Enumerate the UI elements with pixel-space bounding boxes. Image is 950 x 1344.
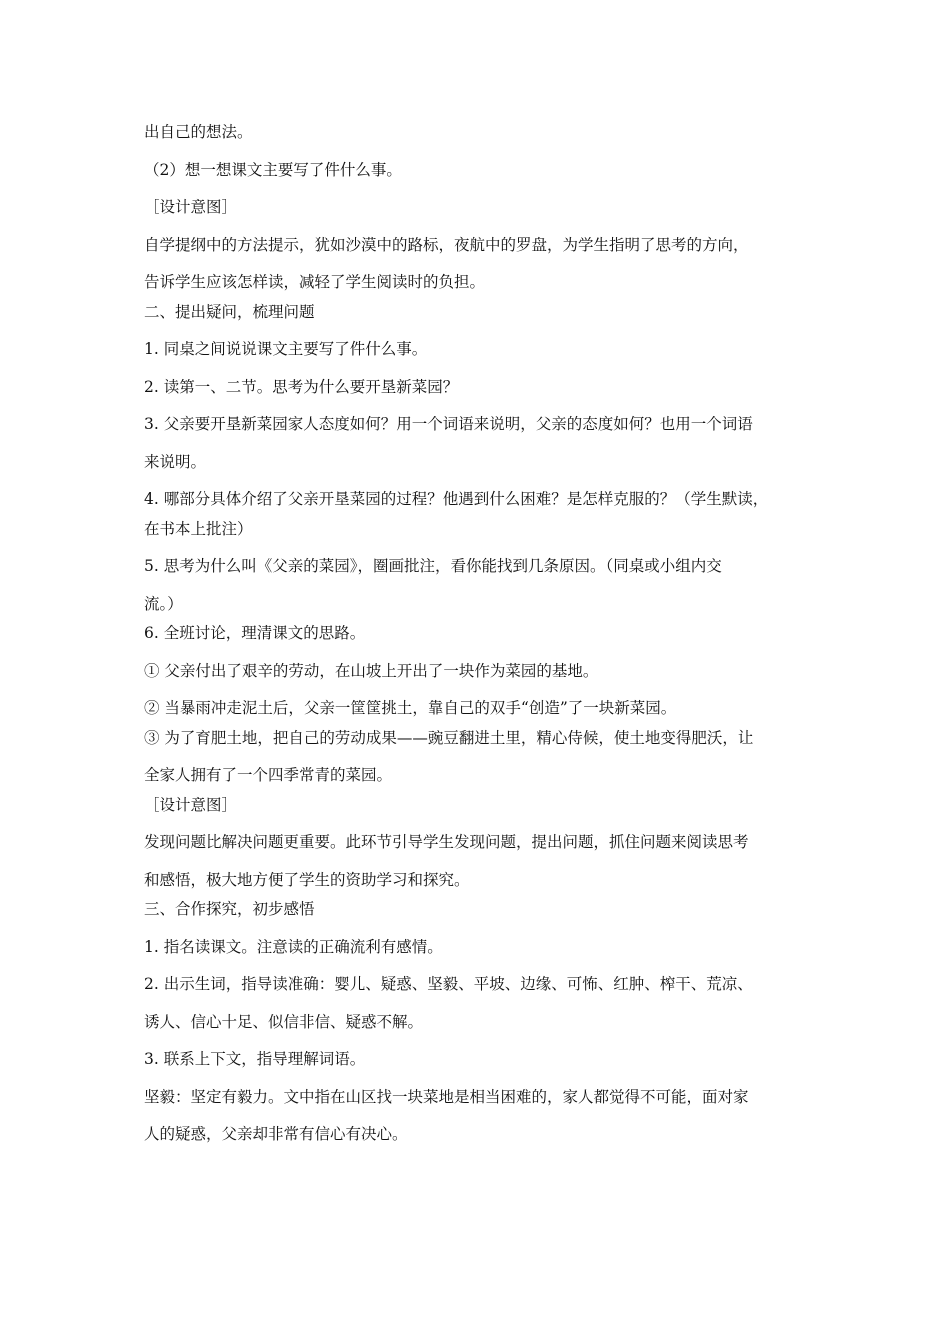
text-line: 全家人拥有了一个四季常青的菜园。 xyxy=(144,766,393,784)
text-line: 3. 联系上下文，指导理解词语。 xyxy=(144,1050,366,1068)
text-line: 三、合作探究，初步感悟 xyxy=(144,900,315,918)
text-line: 4. 哪部分具体介绍了父亲开垦菜园的过程？他遇到什么困难？是怎样克服的？（学生默读， xyxy=(144,490,769,508)
text-line: 流。） xyxy=(144,594,183,613)
text-line: 1. 指名读课文。注意读的正确流利有感情。 xyxy=(144,937,443,956)
text-line: ② 当暴雨冲走泥土后，父亲一筐筐挑土，靠自己的双手“创造”了一块新菜园。 xyxy=(144,699,677,717)
text-line: 3. 父亲要开垦新菜园家人态度如何？用一个词语来说明，父亲的态度如何？也用一个词语 xyxy=(144,415,753,433)
text-line: 6. 全班讨论，理清课文的思路。 xyxy=(144,624,366,642)
text-line: 人的疑惑，父亲却非常有信心有决心。 xyxy=(144,1125,408,1143)
text-line: 在书本上批注） xyxy=(144,519,253,538)
text-line: 自学提纲中的方法提示，犹如沙漠中的路标，夜航中的罗盘，为学生指明了思考的方向， xyxy=(144,235,749,254)
text-line: ［设计意图］ xyxy=(144,198,238,216)
text-line: 出自己的想法。 xyxy=(144,123,253,141)
text-line: ① 父亲付出了艰辛的劳动，在山坡上开出了一块作为菜园的基地。 xyxy=(144,661,599,680)
text-line: 2. 出示生词，指导读准确：婴儿、疑惑、坚毅、平坡、边缘、可怖、红肿、榨干、荒凉、 xyxy=(144,975,753,993)
text-line: ［设计意图］ xyxy=(144,795,238,814)
text-line: 发现问题比解决问题更重要。此环节引导学生发现问题，提出问题，抓住问题来阅读思考 xyxy=(144,833,749,851)
text-line: 坚毅：坚定有毅力。文中指在山区找一块菜地是相当困难的，家人都觉得不可能，面对家 xyxy=(144,1087,749,1106)
document-body xyxy=(144,118,824,1150)
text-line: 诱人、信心十足、似信非信、疑惑不解。 xyxy=(144,1012,424,1031)
text-line: 5. 思考为什么叫《父亲的菜园》，圈画批注，看你能找到几条原因。（同桌或小组内交 xyxy=(144,557,722,575)
text-line: 2. 读第一、二节。思考为什么要开垦新菜园？ xyxy=(144,377,459,396)
text-line: 1. 同桌之间说说课文主要写了件什么事。 xyxy=(144,340,428,358)
text-line: 和感悟，极大地方便了学生的资助学习和探究。 xyxy=(144,870,470,889)
text-line: 二、提出疑问，梳理问题 xyxy=(144,302,315,321)
text-line: 告诉学生应该怎样读，减轻了学生阅读时的负担。 xyxy=(144,273,486,291)
text-line: ③ 为了育肥土地，把自己的劳动成果——豌豆翻进土里，精心侍候，使土地变得肥沃，让 xyxy=(144,728,754,747)
text-line: 来说明。 xyxy=(144,452,207,471)
text-line: （2）想一想课文主要写了件什么事。 xyxy=(144,160,402,179)
